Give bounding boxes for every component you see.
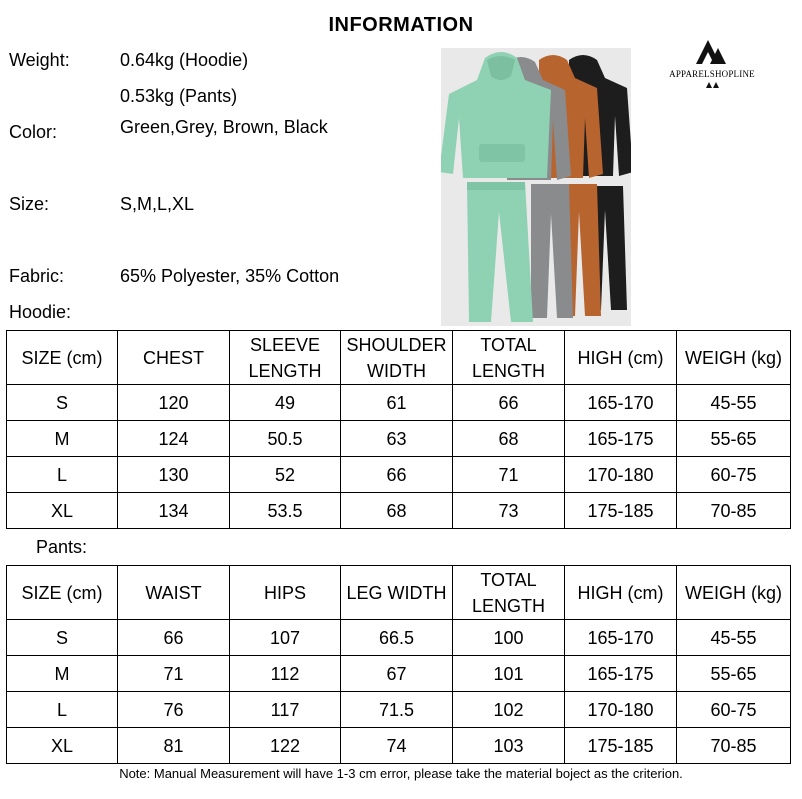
table-cell: 170-180 bbox=[565, 692, 677, 728]
pants-section-label: Pants: bbox=[36, 537, 88, 557]
table-cell: 60-75 bbox=[677, 692, 791, 728]
table-cell: 70-85 bbox=[677, 728, 791, 764]
table-row bbox=[7, 656, 791, 692]
table-cell: 81 bbox=[118, 728, 230, 764]
table-row bbox=[7, 493, 791, 529]
table-cell: XL bbox=[7, 493, 118, 529]
table-cell: 112 bbox=[230, 656, 341, 692]
header-cell: LEG WIDTH bbox=[341, 566, 453, 620]
page-title: INFORMATION bbox=[328, 14, 474, 36]
grey-pants-image bbox=[531, 184, 573, 318]
table-cell: 71 bbox=[118, 656, 230, 692]
table-row bbox=[7, 620, 791, 656]
header-cell: CHEST bbox=[118, 331, 230, 385]
header-cell: HIGH (cm) bbox=[565, 566, 677, 620]
brand-logo bbox=[662, 36, 762, 98]
table-cell: L bbox=[7, 692, 118, 728]
measurement-note: Note: Manual Measurement will have 1-3 cm error, please take the material boject as the criterion. bbox=[119, 766, 683, 781]
table-cell: 165-170 bbox=[565, 385, 677, 421]
table-cell: 165-175 bbox=[565, 421, 677, 457]
header-cell: WEIGH (kg) bbox=[677, 566, 791, 620]
table-cell: XL bbox=[7, 728, 118, 764]
table-cell: 66 bbox=[341, 457, 453, 493]
table-cell: 67 bbox=[341, 656, 453, 692]
color-label: Color: bbox=[9, 122, 58, 142]
table-row bbox=[7, 692, 791, 728]
table-cell: 103 bbox=[453, 728, 565, 764]
table-cell: 76 bbox=[118, 692, 230, 728]
hoodie-section-label: Hoodie: bbox=[9, 302, 72, 322]
table-cell: M bbox=[7, 421, 118, 457]
table-cell: 71 bbox=[453, 457, 565, 493]
fabric-label: Fabric: bbox=[9, 266, 65, 286]
table-cell: 170-180 bbox=[565, 457, 677, 493]
table-cell: 55-65 bbox=[677, 656, 791, 692]
table-header-row bbox=[7, 566, 791, 620]
table-cell: 55-65 bbox=[677, 421, 791, 457]
table-cell: 50.5 bbox=[230, 421, 341, 457]
size-value: S,M,L,XL bbox=[120, 194, 195, 214]
header-cell: SIZE (cm) bbox=[7, 566, 118, 620]
header-cell: TOTAL LENGTH bbox=[453, 566, 565, 620]
fabric-value: 65% Polyester, 35% Cotton bbox=[120, 266, 340, 286]
brand-logo-mark bbox=[662, 36, 762, 98]
table-cell: 165-170 bbox=[565, 620, 677, 656]
green-pants-image bbox=[467, 182, 533, 322]
table-cell: 74 bbox=[341, 728, 453, 764]
weight-hoodie-value: 0.64kg (Hoodie) bbox=[120, 50, 249, 70]
table-row bbox=[7, 421, 791, 457]
table-cell: 68 bbox=[453, 421, 565, 457]
table-cell: 124 bbox=[118, 421, 230, 457]
table-cell: 49 bbox=[230, 385, 341, 421]
table-cell: 120 bbox=[118, 385, 230, 421]
table-row bbox=[7, 457, 791, 493]
table-cell: 175-185 bbox=[565, 728, 677, 764]
table-cell: 70-85 bbox=[677, 493, 791, 529]
header-cell: WEIGH (kg) bbox=[677, 331, 791, 385]
header-cell: SIZE (cm) bbox=[7, 331, 118, 385]
header-cell: SLEEVE LENGTH bbox=[230, 331, 341, 385]
table-cell: 130 bbox=[118, 457, 230, 493]
product-photo bbox=[441, 48, 631, 326]
table-cell: S bbox=[7, 385, 118, 421]
table-cell: 61 bbox=[341, 385, 453, 421]
table-cell: 45-55 bbox=[677, 620, 791, 656]
weight-label: Weight: bbox=[9, 50, 70, 70]
table-row bbox=[7, 728, 791, 764]
pants-size-table bbox=[6, 565, 791, 764]
table-cell: 134 bbox=[118, 493, 230, 529]
table-cell: 101 bbox=[453, 656, 565, 692]
table-cell: 53.5 bbox=[230, 493, 341, 529]
table-cell: 102 bbox=[453, 692, 565, 728]
table-cell: 66.5 bbox=[341, 620, 453, 656]
table-cell: 175-185 bbox=[565, 493, 677, 529]
header-cell: TOTAL LENGTH bbox=[453, 331, 565, 385]
hoodie-size-table bbox=[6, 330, 791, 529]
color-value: Green,Grey, Brown, Black bbox=[120, 117, 328, 137]
table-cell: 73 bbox=[453, 493, 565, 529]
table-cell: 165-175 bbox=[565, 656, 677, 692]
table-cell: 45-55 bbox=[677, 385, 791, 421]
table-cell: 66 bbox=[453, 385, 565, 421]
table-header-row bbox=[7, 331, 791, 385]
table-cell: L bbox=[7, 457, 118, 493]
table-cell: S bbox=[7, 620, 118, 656]
table-cell: 66 bbox=[118, 620, 230, 656]
table-cell: 122 bbox=[230, 728, 341, 764]
table-cell: 52 bbox=[230, 457, 341, 493]
table-cell: 63 bbox=[341, 421, 453, 457]
weight-pants-value: 0.53kg (Pants) bbox=[120, 86, 238, 106]
header-cell: HIGH (cm) bbox=[565, 331, 677, 385]
header-cell: SHOULDER WIDTH bbox=[341, 331, 453, 385]
table-row bbox=[7, 385, 791, 421]
table-cell: M bbox=[7, 656, 118, 692]
table-cell: 117 bbox=[230, 692, 341, 728]
brand-logo-text: APPARELSHOPLINE bbox=[669, 69, 755, 79]
table-cell: 107 bbox=[230, 620, 341, 656]
table-cell: 100 bbox=[453, 620, 565, 656]
table-cell: 60-75 bbox=[677, 457, 791, 493]
table-cell: 68 bbox=[341, 493, 453, 529]
size-label: Size: bbox=[9, 194, 50, 214]
table-cell: 71.5 bbox=[341, 692, 453, 728]
header-cell: HIPS bbox=[230, 566, 341, 620]
header-cell: WAIST bbox=[118, 566, 230, 620]
